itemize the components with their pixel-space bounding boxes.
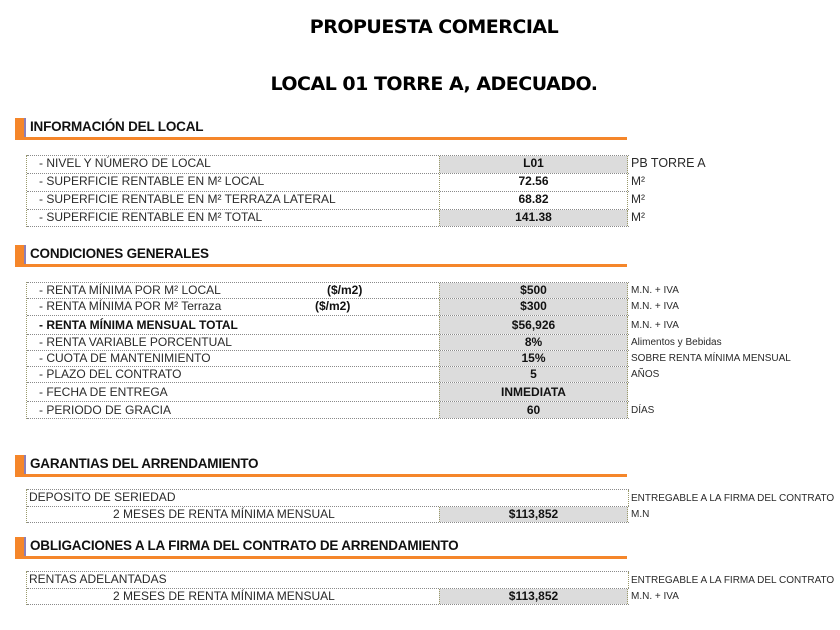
row-value: $300 (439, 299, 628, 315)
section-accent-line (24, 455, 26, 474)
row-unit: ($/m2) (327, 283, 363, 297)
row-value: $500 (439, 283, 628, 298)
row-value: $113,852 (439, 507, 628, 522)
row-label: - CUOTA DE MANTENIMIENTO (39, 351, 211, 365)
document-title: PROPUESTA COMERCIAL (309, 16, 559, 38)
section-header-obligations (15, 537, 627, 559)
row-value: 15% (439, 351, 628, 366)
section-accent-line (24, 118, 26, 137)
section-title: CONDICIONES GENERALES (30, 246, 209, 261)
row-value: 141.38 (439, 210, 628, 226)
section-header-conditions (15, 245, 627, 267)
row-value: 5 (439, 367, 628, 382)
row-label: - FECHA DE ENTREGA (39, 385, 168, 399)
row-note: ENTREGABLE A LA FIRMA DEL CONTRATO (631, 575, 835, 586)
row-note: M.N. + IVA (631, 320, 679, 331)
table-row (27, 350, 791, 366)
obligations-table (26, 571, 835, 605)
section-title: GARANTIAS DEL ARRENDAMIENTO (30, 456, 259, 471)
row-label: - NIVEL Y NÚMERO DE LOCAL (39, 156, 211, 170)
row-note: M.N (631, 509, 650, 520)
row-label: - RENTA MÍNIMA MENSUAL TOTAL (39, 318, 238, 332)
row-note: ENTREGABLE A LA FIRMA DEL CONTRATO (631, 493, 835, 504)
conditions-table (26, 282, 791, 419)
section-accent-bar (15, 455, 24, 474)
section-title: INFORMACIÓN DEL LOCAL (30, 119, 204, 134)
row-label: - SUPERFICIE RENTABLE EN M² TERRAZA LATERAL (39, 192, 336, 206)
table-row (27, 173, 645, 191)
row-note: DÍAS (631, 405, 655, 416)
row-note: Alimentos y Bebidas (631, 337, 722, 348)
row-label: DEPOSITO DE SERIEDAD (29, 490, 176, 504)
section-title: OBLIGACIONES A LA FIRMA DEL CONTRATO DE ARRENDAMIENTO (30, 538, 459, 553)
table-row (27, 401, 655, 419)
row-note: SOBRE RENTA MÍNIMA MENSUAL (631, 353, 791, 364)
table-row (27, 209, 645, 227)
row-value: INMEDIATA (439, 383, 628, 401)
guarantees-table (26, 489, 835, 523)
row-label: 2 MESES DE RENTA MÍNIMA MENSUAL (113, 507, 335, 521)
table-row (27, 155, 706, 173)
row-label: - RENTA MÍNIMA POR M² LOCAL (39, 283, 221, 297)
table-row (27, 334, 722, 350)
row-label: 2 MESES DE RENTA MÍNIMA MENSUAL (113, 589, 335, 603)
row-value: 68.82 (439, 192, 628, 209)
table-row (27, 191, 645, 209)
row-label: - RENTA MÍNIMA POR M² Terraza (39, 299, 222, 313)
document-subtitle: LOCAL 01 TORRE A, ADECUADO. (270, 73, 598, 95)
section-accent-line (24, 245, 26, 264)
row-label: - SUPERFICIE RENTABLE EN M² TOTAL (39, 210, 263, 224)
row-label: RENTAS ADELANTADAS (29, 572, 167, 586)
row-value: $113,852 (439, 589, 628, 604)
section-accent-line (24, 537, 26, 556)
row-note: AÑOS (631, 369, 660, 380)
row-label: - PERIODO DE GRACIA (39, 403, 172, 417)
table-row (27, 382, 629, 401)
row-note: M² (631, 192, 645, 206)
section-accent-bar (15, 537, 24, 556)
section-accent-bar (15, 245, 24, 264)
table-row (27, 588, 679, 605)
table-row (27, 571, 835, 588)
row-value: $56,926 (439, 316, 628, 334)
row-label: - SUPERFICIE RENTABLE EN M² LOCAL (39, 174, 265, 188)
row-note: M.N. + IVA (631, 301, 679, 312)
table-row (27, 298, 679, 315)
row-label: - PLAZO DEL CONTRATO (39, 367, 182, 381)
row-unit: ($/m2) (315, 299, 351, 313)
row-note: M.N. + IVA (631, 285, 679, 296)
row-value: 60 (439, 402, 628, 418)
row-label: - RENTA VARIABLE PORCENTUAL (39, 335, 232, 349)
table-row (27, 366, 660, 382)
section-header-guarantees (15, 455, 627, 477)
row-note: M² (631, 174, 645, 188)
row-value: L01 (439, 156, 628, 173)
row-note: PB TORRE A (631, 156, 706, 170)
table-row (27, 315, 679, 334)
section-header-info (15, 118, 627, 140)
table-row (27, 506, 650, 523)
row-note: M.N. + IVA (631, 591, 679, 602)
row-value: 8% (439, 335, 628, 350)
section-accent-bar (15, 118, 24, 137)
table-row (27, 282, 679, 298)
info-table (26, 155, 706, 227)
table-row (27, 489, 835, 506)
row-value: 72.56 (439, 174, 628, 191)
row-note: M² (631, 210, 645, 224)
